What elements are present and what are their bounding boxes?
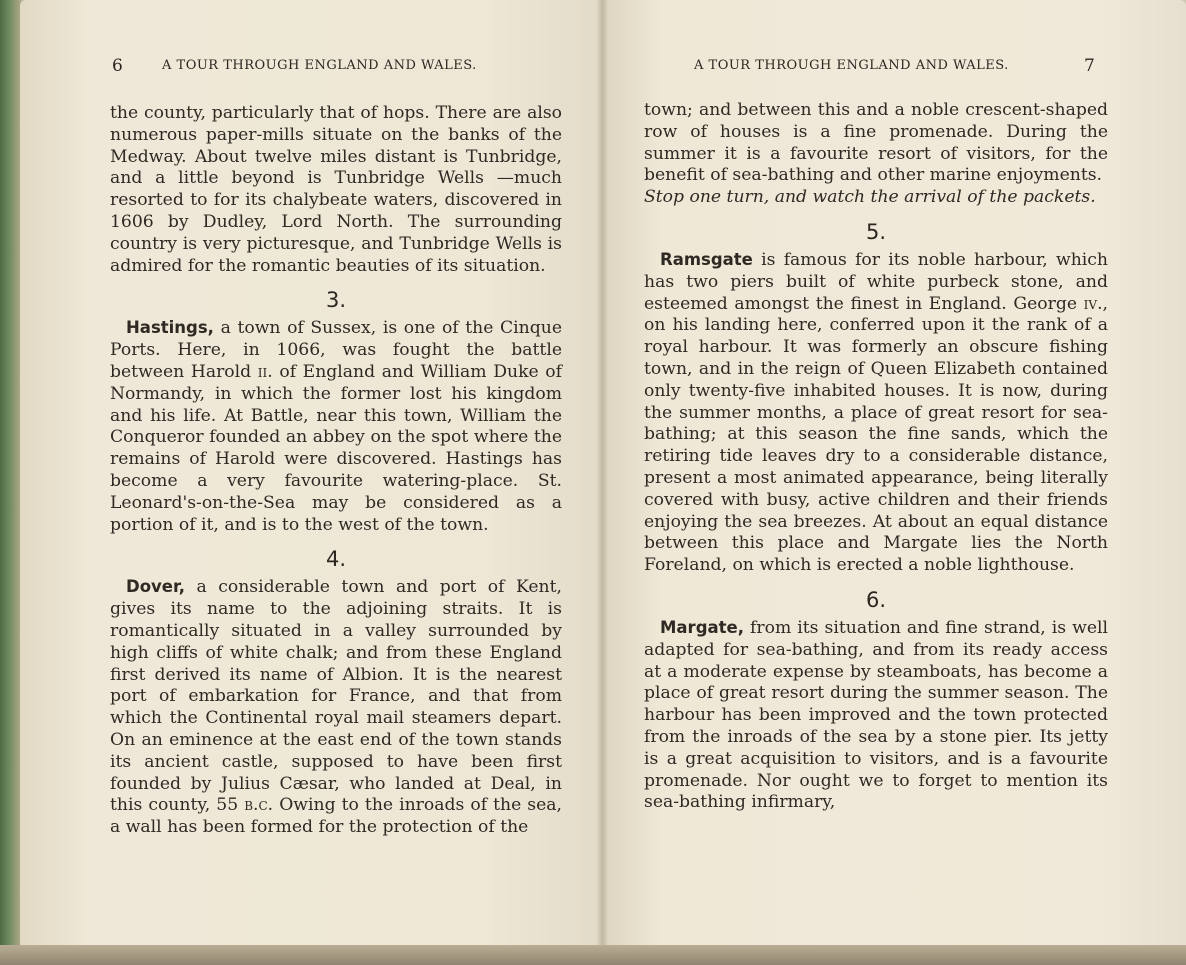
left-running-head: A TOUR THROUGH ENGLAND AND WALES. <box>162 58 477 73</box>
section-6-text: from its situation and fine strand, is well adapted for sea-bathing, and from its ready access at a moderate expense by steamboats, has become a place of great resort during the summer season. The harbour has been improved and the town protected from the inroads of the sea by a stone pier. Its jetty is a great acquisition to visitors, and is a favourite promenade. Nor ought we to forget to mention its sea-bathing infirmary, <box>644 617 1108 813</box>
section-5-title: Ramsgate <box>660 249 753 269</box>
section-6-title: Margate, <box>660 617 744 637</box>
section-3-text-a: a town of Sussex, is one of the Cinque Ports. Here, in 1066, was fought the battle between Harold <box>110 318 562 382</box>
right-running-head: A TOUR THROUGH ENGLAND AND WALES. <box>694 58 1009 73</box>
section-4-text-b: Owing to the inroads of the sea, a wall has been formed for the protection of the <box>110 795 563 838</box>
left-text-column <box>110 103 562 839</box>
left-page <box>20 0 602 955</box>
section-6-paragraph <box>644 617 1108 814</box>
left-paragraph-continued: the county, particularly that of hops. There are also numerous paper-mills situate on the banks of the Medway. About twelve miles distant is Tunbridge, and a little beyond is Tunbridge Wells —much resorted to for its chalybeate waters, discovered in 1606 by Dudley, Lord North. The surrounding country is very picturesque, and Tunbridge Wells is admired for the romantic beauties of its situation. <box>110 103 562 276</box>
game-instruction: Stop one turn, and watch the arrival of the packets. <box>644 187 1096 208</box>
book-bottom-edge <box>0 945 1186 965</box>
section-3-paragraph <box>110 317 562 536</box>
section-number-5: 5. <box>865 219 887 244</box>
section-5-paragraph <box>644 249 1108 577</box>
right-page <box>602 0 1186 955</box>
section-4-bc: b.c. <box>244 795 274 816</box>
left-page-number: 6 <box>112 56 123 76</box>
section-number-6: 6. <box>865 587 887 612</box>
section-5-roman: iv. <box>1083 293 1103 314</box>
right-paragraph-continued: town; and between this and a noble crescent-shaped row of houses is a fine promenade. During the summer it is a favourite resort of visitors, for the benefit of sea-bathing and other marine enjoyments. <box>644 100 1108 186</box>
right-page-number: 7 <box>1084 56 1095 76</box>
section-4-title: Dover, <box>126 577 185 597</box>
section-3-text-b: of England and William Duke of Normandy, in which the former lost his kingdom and his life. At Battle, near this town, William the Conqueror founded an abbey on the spot where the remains of Harold were discovered. Hastings has become a very favourite watering-place. St. Leonard's-on-the-Sea may be considered as a portion of it, and is to the west of the town. <box>110 361 562 535</box>
book-gutter <box>596 0 608 955</box>
section-4-paragraph <box>110 576 562 839</box>
section-3-roman: ii. <box>257 361 273 382</box>
section-5-text-a: is famous for its noble harbour, which has two piers built of white purbeck stone, and esteemed amongst the finest in England. George <box>644 249 1108 314</box>
section-4-text-a: a considerable town and port of Kent, gives its name to the adjoining straits. It is romantically situated in a valley surrounded by high cliffs of white chalk; and from these England first derived its name of Albion. It is the nearest port of embarkation for France, and that from which the Continental royal mail steamers depart. On an eminence at the east end of the town stands its ancient castle, supposed to have been first founded by Julius Cæsar, who landed at Deal, in this county, 55 <box>110 577 562 816</box>
right-text-column <box>644 100 1108 814</box>
section-3-title: Hastings, <box>126 318 214 338</box>
section-5-text-b: , on his landing here, conferred upon it the rank of a royal harbour. It was formerly an obscure fishing town, and in the reign of Queen Elizabeth contained only twenty-five inhabited houses. It is now, during the summer months, a place of great resort for sea-bathing; at this season the fine sands, which the retiring tide leaves dry to a considerable distance, present a most animated appearance, being literally covered with busy, active children and their friends enjoying the sea breezes. At about an equal distance between this place and Margate lies the North Foreland, on which is erected a noble lighthouse. <box>644 293 1108 576</box>
section-number-4: 4. <box>325 547 347 572</box>
section-number-3: 3. <box>325 288 347 313</box>
